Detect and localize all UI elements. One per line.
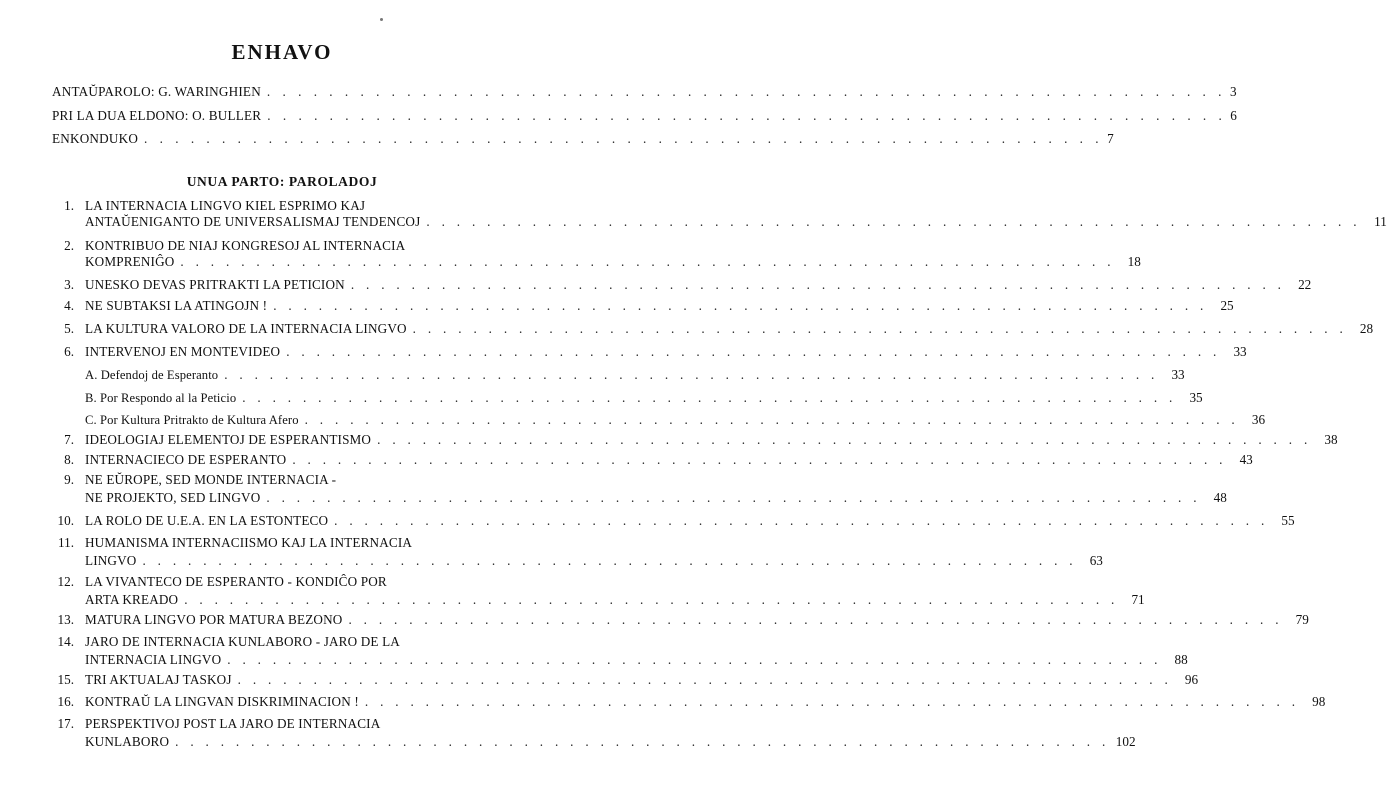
toc-entry: [85, 321, 1374, 337]
dot-leader: . . . . . . . . . . . . . . . . . . . . . . . . . . . . . . . . . . . . . . . . . . . . . . . . . . . . . . . . . . . . . .: [180, 254, 1115, 269]
page-number: 28: [1359, 321, 1374, 336]
entry-title: KONTRAŬ LA LINGVAN DISKRIMINACION !: [85, 694, 359, 709]
entry-number: 14.: [57, 634, 74, 649]
entry-number: 10.: [57, 513, 74, 528]
page-title: ENHAVO: [231, 40, 333, 64]
dot-leader: . . . . . . . . . . . . . . . . . . . . . . . . . . . . . . . . . . . . . . . . . . . . . . . . . . . . . . . . . . . . . .: [304, 412, 1240, 427]
page-number: 3: [1229, 84, 1237, 99]
front-matter-label: ENKONDUKO: [52, 131, 139, 146]
entry-number: 7.: [64, 432, 74, 447]
dot-leader: . . . . . . . . . . . . . . . . . . . . . . . . . . . . . . . . . . . . . . . . . . . . . . . . . . . . . . . . . . . . . .: [242, 390, 1177, 405]
dot-leader: . . . . . . . . . . . . . . . . . . . . . . . . . . . . . . . . . . . . . . . . . . . . . . . . . . . . . . . . . . . . . .: [292, 452, 1227, 467]
page-number: 33: [1171, 367, 1185, 382]
toc-entry: [85, 214, 1387, 230]
entry-title: C. Por Kultura Pritrakto de Kultura Afero: [85, 413, 299, 427]
toc-entry: [85, 574, 517, 590]
entry-number: 11.: [58, 535, 74, 550]
dot-leader: . . . . . . . . . . . . . . . . . . . . . . . . . . . . . . . . . . . . . . . . . . . . . . . . . . . . . . . . . . . . . .: [227, 652, 1162, 667]
page-number: 79: [1295, 612, 1309, 627]
entry-number: 2.: [64, 238, 74, 253]
dot-leader: . . . . . . . . . . . . . . . . . . . . . . . . . . . . . . . . . . . . . . . . . . . . . . . . . . . . . . . . . . . . . .: [377, 432, 1312, 447]
entry-number: 12.: [57, 574, 74, 589]
toc-entry: [85, 490, 1227, 506]
toc-entry: [85, 694, 1326, 710]
front-matter-label: PRI LA DUA ELDONO: O. BULLER: [52, 108, 262, 123]
page-number: 25: [1220, 298, 1234, 313]
entry-title: INTERVENOJ EN MONTEVIDEO: [85, 344, 281, 359]
entry-title: B. Por Respondo al la Peticio: [85, 391, 237, 405]
dot-leader: . . . . . . . . . . . . . . . . . . . . . . . . . . . . . . . . . . . . . . . . . . . . . . . . . . . . . . . . . . . . . .: [412, 321, 1348, 336]
dot-leader: . . . . . . . . . . . . . . . . . . . . . . . . . . . . . . . . . . . . . . . . . . . . . . . . . . . . . . . . . . . . . .: [237, 672, 1173, 687]
dot-leader: . . . . . . . . . . . . . . . . . . . . . . . . . . . . . . . . . . . . . . . . . . . . . . . . . . . . . . . . . . . . . .: [426, 214, 1361, 229]
page-number: 18: [1127, 254, 1141, 269]
toc-entry: [85, 254, 1141, 270]
toc-entry: [85, 716, 517, 732]
toc-entry: [85, 634, 517, 650]
entry-title: LINGVO: [85, 553, 137, 568]
entry-number: 3.: [64, 277, 74, 292]
page-number: 96: [1184, 672, 1199, 687]
page-number: 38: [1324, 432, 1338, 447]
dot-leader: . . . . . . . . . . . . . . . . . . . . . . . . . . . . . . . . . . . . . . . . . . . . . . . . . . . . . . . . . . . . . .: [350, 277, 1286, 292]
page-number: 48: [1213, 490, 1227, 505]
entry-title: UNESKO DEVAS PRITRAKTI LA PETICION: [85, 277, 345, 292]
entry-title: MATURA LINGVO POR MATURA BEZONO: [85, 612, 343, 627]
entry-title: PERSPEKTIVOJ POST LA JARO DE INTERNACIA: [85, 716, 381, 731]
toc-subentry: [85, 390, 1203, 406]
page-number: 88: [1174, 652, 1188, 667]
entry-number: 17.: [57, 716, 74, 731]
page-number: 6: [1230, 108, 1237, 123]
dot-leader: . . . . . . . . . . . . . . . . . . . . . . . . . . . . . . . . . . . . . . . . . . . . . . . . . . . . . . . . . . . . . .: [348, 612, 1283, 627]
dot-leader: . . . . . . . . . . . . . . . . . . . . . . . . . . . . . . . . . . . . . . . . . . . . . . . . . . . . . . . . . . . . . .: [184, 592, 1119, 607]
page-number: 35: [1189, 390, 1203, 405]
toc-entry: [85, 198, 517, 214]
entry-title: LA INTERNACIA LINGVO KIEL ESPRIMO KAJ: [85, 198, 366, 213]
entry-title: LA VIVANTECO DE ESPERANTO - KONDIĈO POR: [85, 574, 387, 589]
toc-entry: [85, 513, 1295, 529]
dot-leader: . . . . . . . . . . . . . . . . . . . . . . . . . . . . . . . . . . . . . . . . . . . . . . . . . . . . . . . . . . . . . .: [175, 734, 1110, 749]
entry-title: A. Defendoj de Esperanto: [85, 368, 219, 382]
entry-number: 5.: [64, 321, 74, 336]
toc-entry: [85, 672, 1199, 688]
entry-title: INTERNACIA LINGVO: [85, 652, 222, 667]
part-heading: UNUA PARTO: PAROLADOJ: [186, 174, 378, 189]
front-matter-label: ANTAŬPAROLO: G. WARINGHIEN: [52, 84, 261, 99]
entry-title: KOMPRENIĜO: [85, 254, 175, 269]
entry-title: JARO DE INTERNACIA KUNLABORO - JARO DE LA: [85, 634, 400, 649]
toc-subentry: [85, 412, 1266, 428]
entry-number: 9.: [64, 472, 74, 487]
toc-entry: [85, 277, 1312, 293]
front-matter-row: [52, 84, 1237, 100]
entry-number: 6.: [64, 344, 74, 359]
entry-title: NE EŬROPE, SED MONDE INTERNACIA -: [85, 472, 337, 487]
entry-title: INTERNACIECO DE ESPERANTO: [85, 452, 287, 467]
entry-number: 15.: [57, 672, 74, 687]
page-number: 11: [1374, 214, 1387, 229]
toc-entry: [85, 652, 1188, 668]
toc-entry: [85, 452, 1253, 468]
page-number: 71: [1131, 592, 1145, 607]
entry-title: LA KULTURA VALORO DE LA INTERNACIA LINGVO: [85, 321, 407, 336]
entry-title: LA ROLO DE U.E.A. EN LA ESTONTECO: [85, 513, 329, 528]
toc-entry: [85, 344, 1247, 360]
toc-entry: [85, 592, 1145, 608]
toc-entry: [85, 553, 1103, 569]
entry-title: NE SUBTAKSI LA ATINGOJN !: [85, 298, 268, 313]
dot-leader: . . . . . . . . . . . . . . . . . . . . . . . . . . . . . . . . . . . . . . . . . . . . . . . . . . . . . . . . . . . . . .: [273, 298, 1208, 313]
dot-leader: . . . . . . . . . . . . . . . . . . . . . . . . . . . . . . . . . . . . . . . . . . . . . . . . . . . . . . . . . . . . . .: [224, 367, 1159, 382]
entry-number: 8.: [64, 452, 74, 467]
entry-title: NE PROJEKTO, SED LINGVO: [85, 490, 261, 505]
page-number: 36: [1251, 412, 1266, 427]
page-number: 7: [1107, 131, 1114, 146]
front-matter-row: [52, 131, 1114, 147]
front-matter-row: [52, 108, 1237, 124]
toc-entry: [85, 298, 1234, 314]
entry-title: TRI AKTUALAJ TASKOJ: [85, 672, 232, 687]
dot-leader: . . . . . . . . . . . . . . . . . . . . . . . . . . . . . . . . . . . . . . . . . . . . . . . . . . . . . . . . . . . . . .: [286, 344, 1221, 359]
dot-leader: . . . . . . . . . . . . . . . . . . . . . . . . . . . . . . . . . . . . . . . . . . . . . . . . . . . . . . . . . . . . . .: [144, 131, 1104, 146]
entry-number: 16.: [57, 694, 74, 709]
page-number: 43: [1239, 452, 1253, 467]
dot-leader: . . . . . . . . . . . . . . . . . . . . . . . . . . . . . . . . . . . . . . . . . . . . . . . . . . . . . . . . . . . . . .: [266, 84, 1226, 99]
toc-entry: [85, 432, 1338, 448]
entry-title: ANTAŬENIGANTO DE UNIVERSALISMAJ TENDENCOJ: [85, 214, 421, 229]
toc-entry: [85, 612, 1309, 628]
entry-number: 1.: [64, 198, 74, 213]
entry-title: KONTRIBUO DE NIAJ KONGRESOJ AL INTERNACIA: [85, 238, 406, 253]
dot-leader: . . . . . . . . . . . . . . . . . . . . . . . . . . . . . . . . . . . . . . . . . . . . . . . . . . . . . . . . . . . . . .: [364, 694, 1300, 709]
entry-number: 4.: [64, 298, 74, 313]
entry-number: 13.: [57, 612, 74, 627]
dot-leader: . . . . . . . . . . . . . . . . . . . . . . . . . . . . . . . . . . . . . . . . . . . . . . . . . . . . . . . . . . . . . .: [267, 108, 1227, 123]
toc-subentry: [85, 367, 1185, 383]
page-number: 33: [1233, 344, 1247, 359]
dot-leader: . . . . . . . . . . . . . . . . . . . . . . . . . . . . . . . . . . . . . . . . . . . . . . . . . . . . . . . . . . . . . .: [142, 553, 1077, 568]
toc-entry: [85, 238, 517, 254]
page-number: 98: [1312, 694, 1326, 709]
entry-title: ARTA KREADO: [85, 592, 179, 607]
page-speck: [380, 18, 383, 21]
dot-leader: . . . . . . . . . . . . . . . . . . . . . . . . . . . . . . . . . . . . . . . . . . . . . . . . . . . . . . . . . . . . . .: [334, 513, 1269, 528]
dot-leader: . . . . . . . . . . . . . . . . . . . . . . . . . . . . . . . . . . . . . . . . . . . . . . . . . . . . . . . . . . . . . .: [266, 490, 1201, 505]
entry-title: HUMANISMA INTERNACIISMO KAJ LA INTERNACIA: [85, 535, 413, 550]
entry-title: IDEOLOGIAJ ELEMENTOJ DE ESPERANTISMO: [85, 432, 372, 447]
page-number: 102: [1115, 734, 1136, 749]
toc-entry: [85, 472, 517, 488]
page-number: 63: [1089, 553, 1103, 568]
toc-entry: [85, 734, 1136, 750]
page-number: 55: [1281, 513, 1295, 528]
entry-title: KUNLABORO: [85, 734, 170, 749]
toc-entry: [85, 535, 517, 551]
page-number: 22: [1298, 277, 1312, 292]
